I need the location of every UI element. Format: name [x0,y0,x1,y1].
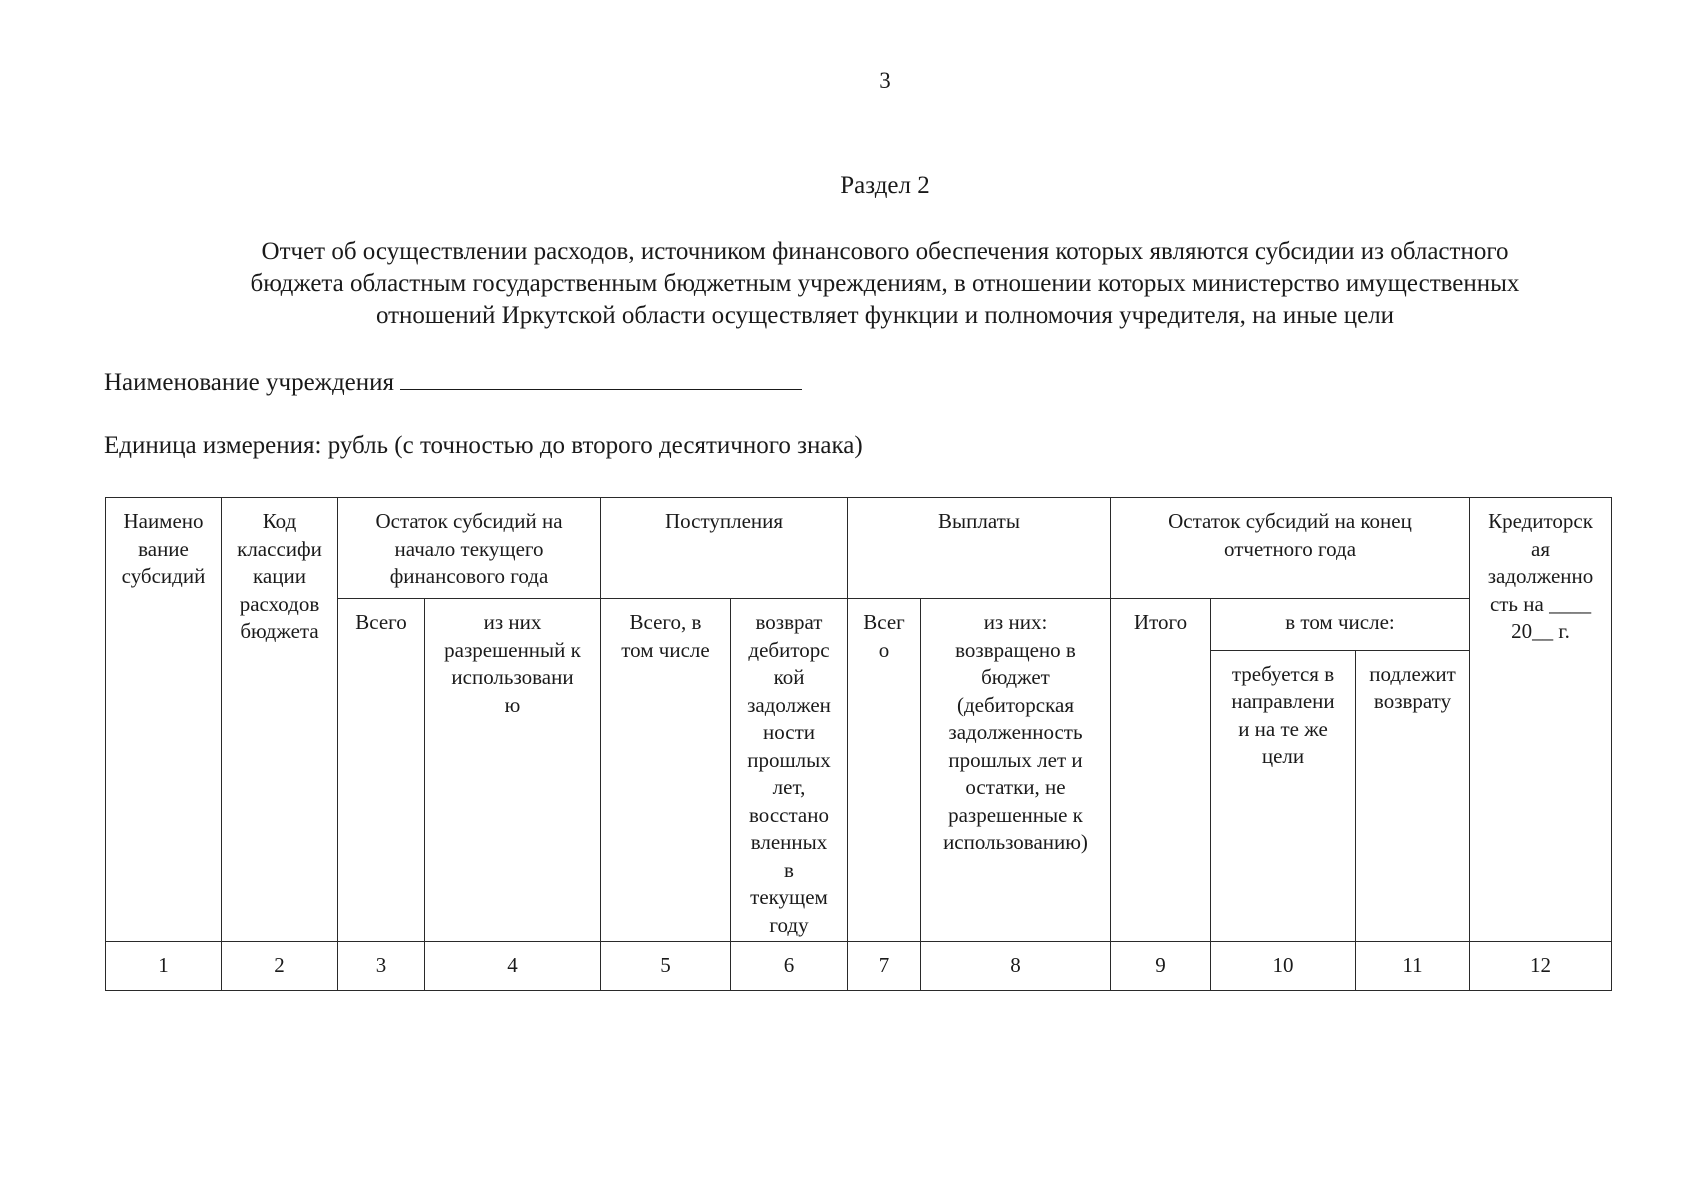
header-subsidy-name: Наимено вание субсидий [106,498,222,942]
column-number: 6 [731,942,848,991]
header-payables: Кредиторск ая задолженно сть на ____ 20__ г. [1470,498,1612,942]
page-number: 3 [879,68,891,93]
column-number: 3 [338,942,425,991]
column-number: 12 [1470,942,1612,991]
column-number-row [106,942,1612,991]
header-opening-permitted: из них разрешенный к использовани ю [425,599,601,942]
header-receipts-total: Всего, в том числе [601,599,731,942]
header-closing-including: в том числе: [1211,599,1470,651]
header-payments-total: Всег о [848,599,921,942]
column-number: 5 [601,942,731,991]
header-closing-balance: Остаток субсидий на конец отчетного года [1111,498,1470,599]
header-receipts: Поступления [601,498,848,599]
column-number: 8 [921,942,1111,991]
column-number: 11 [1356,942,1470,991]
section-title: Раздел 2 [840,172,930,199]
header-opening-balance: Остаток субсидий на начало текущего финансового года [338,498,601,599]
header-opening-total: Всего [338,599,425,942]
unit-of-measure: Единица измерения: рубль (с точностью до второго десятичного знака) [104,432,863,459]
institution-name-label: Наименование учреждения [104,369,395,396]
institution-name-field [104,367,802,397]
column-number: 1 [106,942,222,991]
header-receipts-returned: возврат дебиторс кой задолжен ности прошлых лет, восстано вленных в текущем году [731,599,848,942]
header-closing-total: Итого [1111,599,1211,942]
header-closing-same-purpose: требуется в направлени и на те же цели [1211,650,1356,941]
column-number: 9 [1111,942,1211,991]
column-number: 2 [222,942,338,991]
report-title [120,236,1650,332]
report-title-line: бюджета областным государственным бюджетным учреждениям, в отношении которых министерство имущественных [250,270,1520,297]
column-number: 4 [425,942,601,991]
column-number: 10 [1211,942,1356,991]
report-table [105,497,1612,991]
report-title-line: отношений Иркутской области осуществляет функции и полномочия учредителя, на иные цели [375,302,1395,329]
report-title-line: Отчет об осуществлении расходов, источником финансового обеспечения которых являются субсидии из областного [261,238,1509,265]
header-payments: Выплаты [848,498,1111,599]
institution-name-blank [400,367,802,390]
header-budget-code: Код классифи кации расходов бюджета [222,498,338,942]
column-number: 7 [848,942,921,991]
header-payments-returned: из них: возвращено в бюджет (дебиторская задолженность прошлых лет и остатки, не разрешенные к использованию) [921,599,1111,942]
header-closing-to-return: подлежит возврату [1356,650,1470,941]
